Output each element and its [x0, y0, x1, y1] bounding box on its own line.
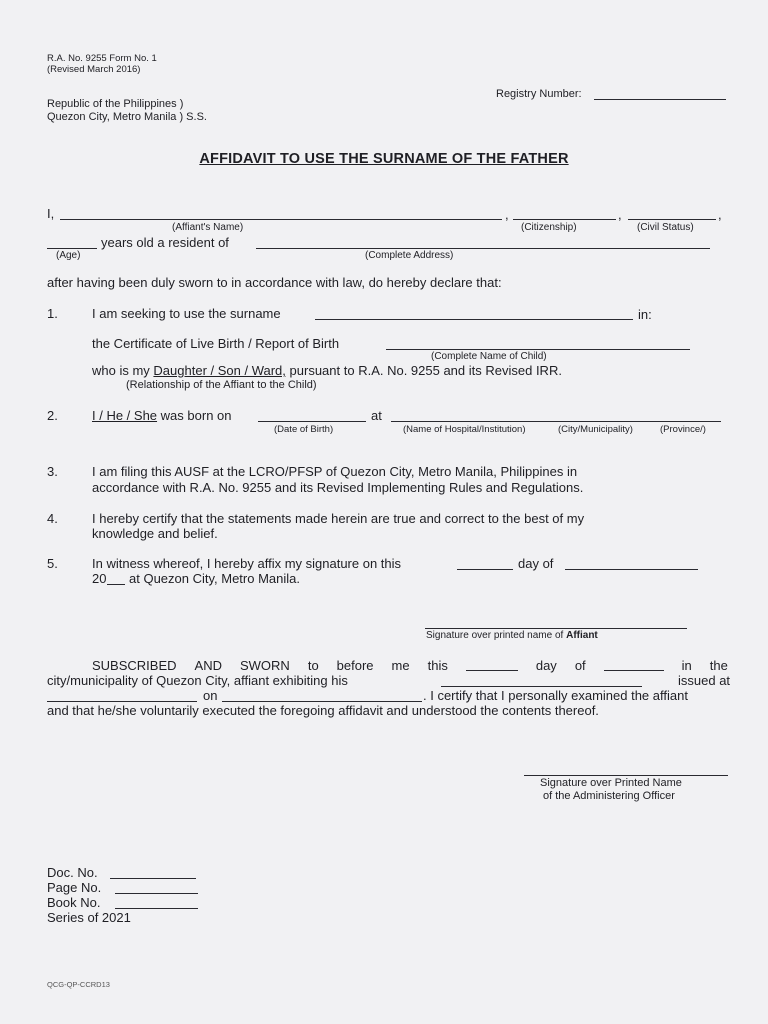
book-no-field[interactable] — [115, 908, 198, 909]
page-title: AFFIDAVIT TO USE THE SURNAME OF THE FATHER — [199, 151, 569, 167]
page-no-label: Page No. — [47, 880, 102, 895]
doc-no-label: Doc. No. — [47, 865, 98, 880]
city-label: (City/Municipality) — [558, 424, 633, 435]
declaration-text: after having been duly sworn to in accordance with law, do hereby declare that: — [47, 275, 502, 290]
comma: , — [618, 207, 622, 222]
officer-signature-label-1: Signature over Printed Name — [540, 777, 682, 789]
jurat-word: of — [574, 658, 586, 673]
relationship-sentence — [92, 363, 562, 378]
child-name-label: (Complete Name of Child) — [431, 351, 547, 362]
address-field[interactable] — [256, 248, 710, 249]
affiant-signature-label-text: Signature over printed name of — [426, 630, 564, 641]
form-number: R.A. No. 9255 Form No. 1 — [47, 53, 157, 64]
child-name-field[interactable] — [386, 349, 690, 350]
date-of-birth-field[interactable] — [258, 421, 366, 422]
at-text: at — [371, 408, 382, 423]
jurat-month-field[interactable] — [604, 658, 664, 671]
relationship-pre: who is my — [92, 363, 150, 378]
item1-certificate-text: the Certificate of Live Birth / Report of Birth — [92, 336, 340, 351]
surname-field[interactable] — [315, 319, 633, 320]
affiant-signature-field[interactable] — [425, 628, 687, 629]
relationship-label: (Relationship of the Affiant to the Child) — [126, 379, 317, 391]
jurat-line1 — [92, 658, 728, 673]
item5-line1a: In witness whereof, I hereby affix my signature on this — [92, 556, 402, 571]
jurat-on: on — [203, 688, 218, 703]
jurat-certify: . I certify that I personally examined the affiant — [423, 688, 688, 703]
citizenship-label: (Citizenship) — [521, 222, 577, 233]
jurat-word: day — [535, 658, 557, 673]
affiant-prefix: I, — [47, 206, 55, 221]
jurat-word: this — [427, 658, 448, 673]
born-on-text: was born on — [160, 408, 232, 423]
jurat-line4: and that he/she voluntarily executed the foregoing affidavit and understood the contents thereof. — [47, 703, 599, 718]
civil-status-label: (Civil Status) — [637, 222, 694, 233]
witness-day-field[interactable] — [457, 569, 513, 570]
registry-number-field[interactable] — [594, 99, 726, 100]
item-number: 3. — [47, 464, 58, 479]
comma: , — [505, 207, 509, 222]
item-number: 5. — [47, 556, 58, 571]
hospital-label: (Name of Hospital/Institution) — [403, 424, 526, 435]
item5-year-prefix: 20 — [92, 571, 107, 586]
jurat-day-field[interactable] — [466, 658, 518, 671]
citizenship-field[interactable] — [513, 219, 616, 220]
item-number: 4. — [47, 511, 58, 526]
item4-line1: I hereby certify that the statements made herein are true and correct to the best of my — [92, 511, 585, 526]
jurat-word: SUBSCRIBED — [92, 658, 177, 673]
jurat-word: to — [307, 658, 319, 673]
item-number: 2. — [47, 408, 58, 423]
officer-signature-label-2: of the Administering Officer — [543, 790, 675, 802]
jurat-word: me — [391, 658, 410, 673]
jurat-word: SWORN — [239, 658, 290, 673]
date-of-birth-label: (Date of Birth) — [274, 424, 334, 435]
affiant-name-label: (Affiant's Name) — [172, 222, 244, 233]
item3-line2: accordance with R.A. No. 9255 and its Revised Implementing Rules and Regulations. — [92, 480, 584, 495]
id-issue-date-field[interactable] — [222, 701, 422, 702]
footer-code: QCG-QP-CCRD13 — [47, 980, 110, 989]
affiant-signature-label-bold: Affiant — [566, 630, 598, 641]
relationship-options[interactable]: Daughter / Son / Ward, — [153, 363, 286, 378]
page-no-field[interactable] — [115, 893, 198, 894]
item1-in: in: — [638, 307, 652, 322]
book-no-label: Book No. — [47, 895, 101, 910]
item3-line1: I am filing this AUSF at the LCRO/PFSP of Quezon City, Metro Manila, Philippines in — [92, 464, 578, 479]
id-issue-place-field[interactable] — [47, 701, 197, 702]
item-number: 1. — [47, 306, 58, 321]
pronoun-options[interactable]: I / He / She — [92, 408, 158, 423]
jurat-word: before — [336, 658, 374, 673]
item2-sentence — [92, 408, 232, 423]
revision-date: (Revised March 2016) — [47, 64, 141, 75]
age-field[interactable] — [47, 248, 97, 249]
witness-month-field[interactable] — [565, 569, 698, 570]
officer-signature-field[interactable] — [524, 775, 728, 776]
years-old-text: years old a resident of — [101, 235, 229, 250]
address-label: (Complete Address) — [365, 250, 454, 261]
item5-day-of: day of — [518, 556, 554, 571]
venue-city: Quezon City, Metro Manila ) S.S. — [47, 111, 207, 123]
birthplace-field[interactable] — [391, 421, 721, 422]
series-label: Series of 2021 — [47, 910, 131, 925]
jurat-word: the — [709, 658, 728, 673]
doc-no-field[interactable] — [110, 878, 196, 879]
age-label: (Age) — [56, 250, 81, 261]
jurat-word: in — [681, 658, 692, 673]
jurat-word: AND — [194, 658, 222, 673]
registry-number-label: Registry Number: — [496, 88, 582, 100]
affiant-name-field[interactable] — [60, 219, 502, 220]
relationship-post: pursuant to R.A. No. 9255 and its Revised IRR. — [289, 363, 562, 378]
item4-line2: knowledge and belief. — [92, 526, 218, 541]
affiant-signature-label — [426, 630, 598, 641]
witness-year-field[interactable] — [107, 584, 125, 585]
civil-status-field[interactable] — [628, 219, 716, 220]
province-label: (Province/) — [660, 424, 706, 435]
jurat-issued-at: issued at — [678, 673, 731, 688]
id-document-field[interactable] — [441, 686, 642, 687]
comma: , — [718, 207, 722, 222]
jurat-line2: city/municipality of Quezon City, affiant exhibiting his — [47, 673, 348, 688]
item5-place: at Quezon City, Metro Manila. — [129, 571, 300, 586]
item1-text: I am seeking to use the surname — [92, 306, 281, 321]
venue-republic: Republic of the Philippines ) — [47, 98, 184, 110]
